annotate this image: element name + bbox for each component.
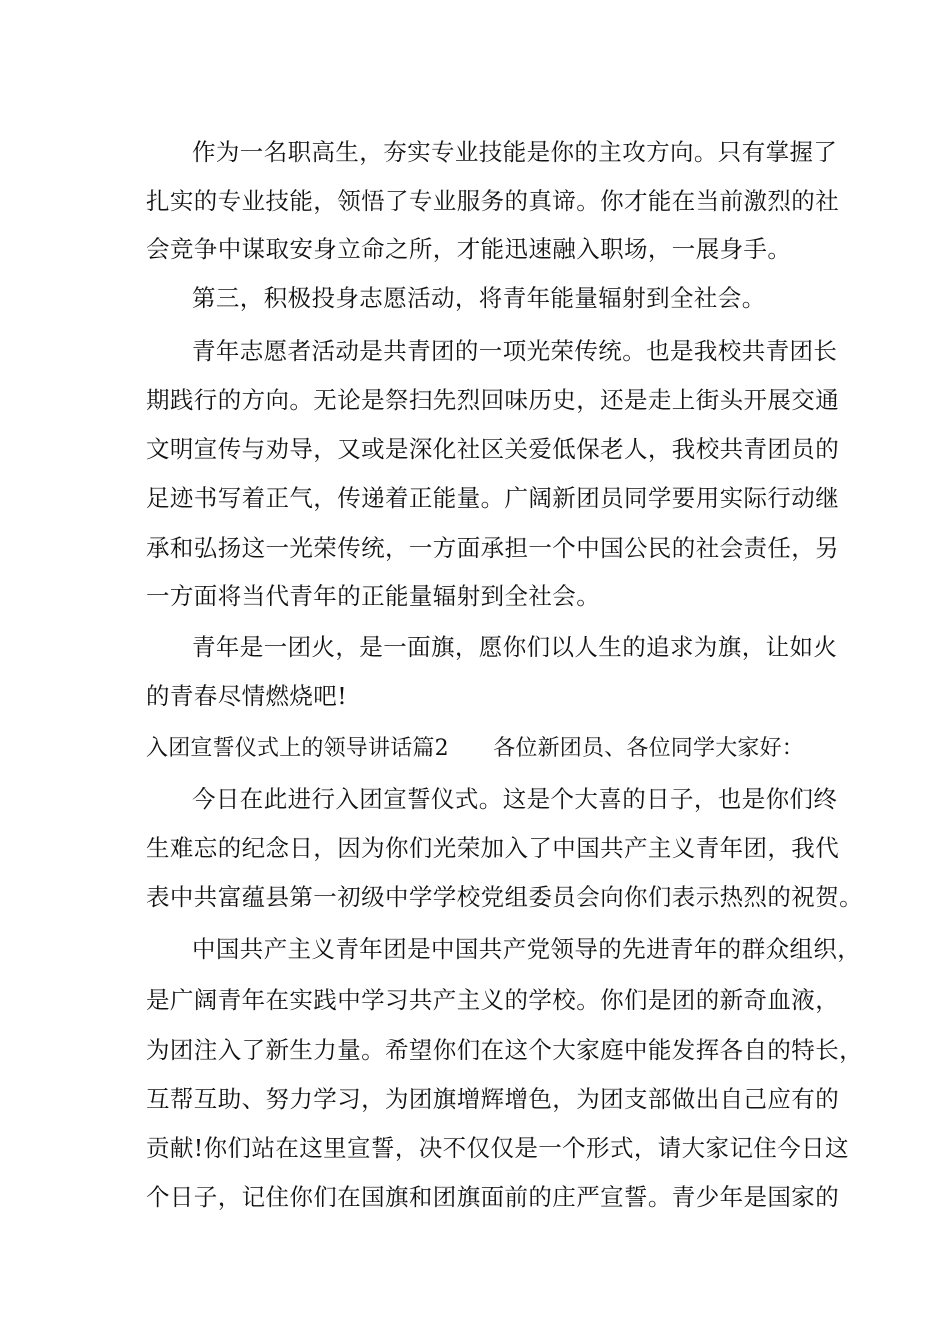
text-line: 中国共产主义青年团是中国共产党领导的先进青年的群众组织， [192, 935, 862, 963]
text-line: 为团注入了新生力量。希望你们在这个大家庭中能发挥各自的特长， [146, 1036, 863, 1064]
section-heading: 第三，积极投身志愿活动，将青年能量辐射到全社会。 [192, 284, 766, 312]
text-line: 生难忘的纪念日，因为你们光荣加入了中国共产主义青年团，我代 [146, 834, 840, 862]
text-line: 足迹书写着正气，传递着正能量。广阔新团员同学要用实际行动继 [146, 484, 840, 512]
text-line: 期践行的方向。无论是祭扫先烈回味历史，还是走上街头开展交通 [146, 386, 840, 414]
text-line: 贡献!你们站在这里宣誓，决不仅仅是一个形式，请大家记住今日这 [146, 1134, 849, 1162]
text-line: 承和弘扬这一光荣传统，一方面承担一个中国公民的社会责任，另 [146, 534, 840, 562]
text-line: 一方面将当代青年的正能量辐射到全社会。 [146, 582, 601, 610]
text-line: 文明宣传与劝导，又或是深化社区关爱低保老人，我校共青团员的 [146, 435, 840, 463]
text-line: 扎实的专业技能，领悟了专业服务的真谛。你才能在当前激烈的社 [146, 187, 840, 215]
text-line: 个日子，记住你们在国旗和团旗面前的庄严宣誓。青少年是国家的 [146, 1183, 840, 1211]
text-line: 会竞争中谋取安身立命之所，才能迅速融入职场，一展身手。 [146, 235, 792, 263]
text-line: 青年是一团火，是一面旗，愿你们以人生的追求为旗，让如火 [192, 633, 838, 661]
text-line: 青年志愿者活动是共青团的一项光荣传统。也是我校共青团长 [192, 337, 838, 365]
text-line: 互帮互助、努力学习，为团旗增辉增色，为团支部做出自己应有的 [146, 1085, 840, 1113]
text-line: 是广阔青年在实践中学习共产主义的学校。你们是团的新奇血液， [146, 986, 840, 1014]
text-line: 今日在此进行入团宣誓仪式。这是个大喜的日子，也是你们终 [192, 785, 838, 813]
text-line: 的青春尽情燃烧吧! [146, 682, 348, 710]
text-line: 作为一名职高生，夯实专业技能是你的主攻方向。只有掌握了 [192, 138, 838, 166]
text-line: 表中共富蕴县第一初级中学学校党组委员会向你们表示热烈的祝贺。 [146, 883, 863, 911]
article-heading: 入团宣誓仪式上的领导讲话篇2 各位新团员、各位同学大家好： [146, 736, 804, 761]
